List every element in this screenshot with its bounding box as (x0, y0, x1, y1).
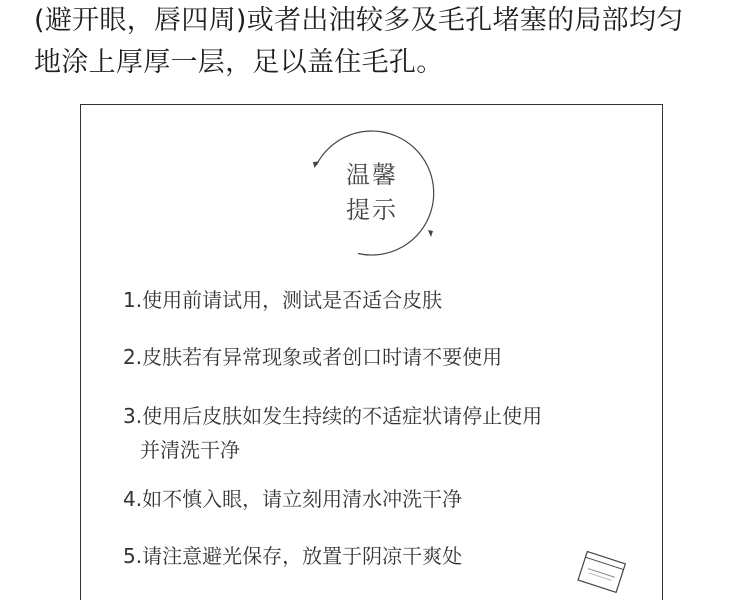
tip-item-5 (123, 539, 462, 573)
product-box-icon (574, 543, 630, 599)
tip-text: 3.使用后皮肤如发生持续的不适症状请停止使用 (123, 404, 543, 428)
badge-title-line-1: 温馨 (346, 161, 398, 189)
intro-text (34, 0, 724, 84)
tip-text: 2.皮肤若有异常现象或者创口时请不要使用 (123, 345, 503, 369)
tip-item-1 (123, 283, 442, 317)
notice-box (80, 104, 663, 600)
tip-item-2 (123, 340, 502, 374)
tip-item-3 (123, 399, 542, 467)
intro-line-2: 地涂上厚厚一层，足以盖住毛孔。 (34, 47, 444, 78)
tip-text-continued: 并清洗干净 (140, 438, 240, 462)
intro-line-1: (避开眼，唇四周)或者出油较多及毛孔堵塞的局部均匀 (34, 5, 684, 36)
tip-text: 4.如不慎入眼，请立刻用清水冲洗干净 (123, 487, 463, 511)
tips-list (81, 105, 662, 600)
tip-text: 5.请注意避光保存，放置于阴凉干爽处 (123, 544, 463, 568)
tip-item-4 (123, 482, 462, 516)
badge-title-line-2: 提示 (346, 196, 398, 224)
tip-text: 1.使用前请试用，测试是否适合皮肤 (123, 288, 443, 312)
